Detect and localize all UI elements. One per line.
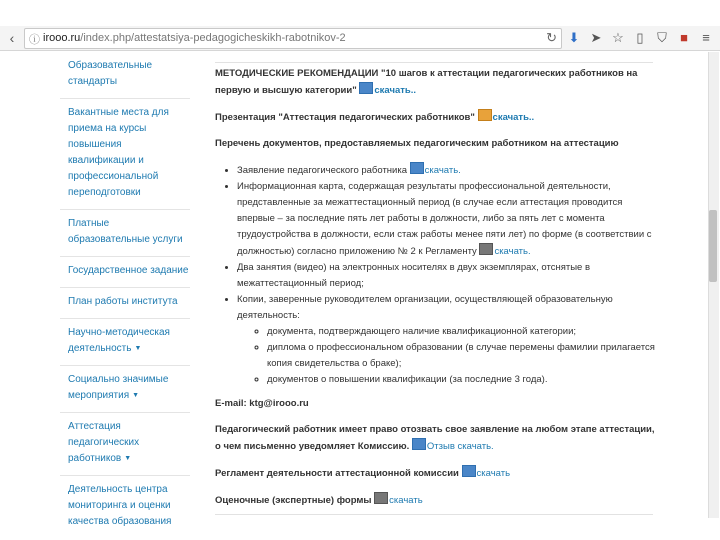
regulations-paragraph: [215, 465, 655, 482]
download-file-icon[interactable]: [410, 162, 424, 174]
li2-text: Информационная карта, содержащая результаты профессиональной деятельности, представленные за межаттестационный период (в случае если аттестация проводится впервые – за последние пять лет работы в должности, либо за пять лет с момента трудоустройства в должности, если стаж работы менее пяти лет) по форме (в соответствии с должностью) согласно приложению № 2 к Регламенту: [237, 181, 652, 257]
p7-text: Оценочные (экспертные) формы: [215, 495, 372, 506]
send-icon[interactable]: ➤: [590, 30, 602, 45]
sidebar-item-monitoring-center[interactable]: [60, 476, 190, 538]
sidebar-item-label: Научно-методическая деятельность: [68, 327, 170, 354]
back-button[interactable]: ‹: [9, 30, 15, 46]
scrollbar-thumb[interactable]: [709, 210, 717, 282]
url-text[interactable]: irooo.ru/index.php/attestatsiya-pedagogicheskikh-rabotnikov-2: [43, 32, 346, 44]
list-item: ◦ документов о повышении квалификации (за последние 3 года).: [267, 372, 655, 388]
menu-icon[interactable]: ≡: [702, 30, 710, 45]
download-file-icon[interactable]: [412, 438, 426, 450]
bookmark-star-icon[interactable]: ☆: [612, 30, 624, 45]
download-file-icon[interactable]: [462, 465, 476, 477]
scrollbar-track[interactable]: [708, 52, 719, 518]
presentation-paragraph: [215, 109, 655, 126]
presentation-file-icon[interactable]: [478, 109, 492, 121]
download-link-withdrawal[interactable]: Отзыв скачать.: [426, 441, 494, 452]
reload-icon[interactable]: ↻: [546, 30, 557, 45]
p2-text: Презентация "Аттестация педагогических работников": [215, 112, 475, 123]
sidebar-item-vacancies[interactable]: [60, 99, 190, 210]
li3-text: Два занятия (видео) на электронных носителях в двух экземплярах, отснятые в межаттестационный период;: [237, 262, 591, 289]
p5-text: Педагогический работник имеет право отозвать свое заявление на любом этапе аттестации, о чем письменно уведомляет Комиссию.: [215, 424, 655, 452]
list-item: [237, 292, 655, 388]
download-icon[interactable]: ⬇: [568, 30, 580, 45]
list-item: [237, 162, 655, 179]
download-file-icon[interactable]: [479, 243, 493, 255]
li1-text: Заявление педагогического работника: [237, 165, 407, 176]
sidebar-item-research[interactable]: [60, 319, 190, 366]
documents-list: [215, 162, 655, 388]
main-content: [215, 66, 655, 519]
list-item: ◦ документа, подтверждающего наличие квалификационной категории;: [267, 324, 655, 340]
sidebar-item-label: План работы института: [68, 296, 178, 307]
withdraw-paragraph: [215, 422, 655, 455]
sidebar-item-social-events[interactable]: [60, 366, 190, 413]
sidebar-item-standards[interactable]: [60, 52, 190, 99]
sidebar-item-label: Платные образовательные услуги: [68, 218, 183, 245]
caret-down-icon: ▼: [132, 392, 140, 399]
documents-heading: Перечень документов, предоставляемых педагогическим работником на аттестацию: [215, 138, 619, 149]
sidebar-item-label: Вакантные места для приема на курсы повышения квалификации и профессиональной переподготовки: [68, 107, 169, 198]
sidebar: [60, 52, 190, 538]
pocket-icon[interactable]: ⛉: [657, 30, 667, 45]
download-file-icon[interactable]: [374, 492, 388, 504]
caret-down-icon: ▼: [134, 345, 142, 352]
list-item: [237, 179, 655, 260]
clipboard-icon[interactable]: ▯: [636, 30, 644, 45]
methodical-recommendations: [215, 66, 655, 99]
download-link-evaluation-forms[interactable]: скачать: [389, 495, 423, 506]
li4-text: Копии, заверенные руководителем организации, осуществляющей образовательную деятельность:: [237, 294, 613, 321]
sidebar-item-label: Образовательные стандарты: [68, 60, 153, 87]
list-item: [237, 260, 655, 292]
download-file-icon[interactable]: [359, 82, 373, 94]
download-link-regulations[interactable]: скачать: [476, 468, 511, 479]
download-link-recommendations[interactable]: скачать..: [374, 85, 417, 96]
sidebar-item-label: Государственное задание: [68, 265, 189, 276]
download-link-presentation[interactable]: скачать..: [492, 112, 535, 123]
download-link-application[interactable]: скачать.: [424, 165, 461, 176]
sidebar-item-work-plan[interactable]: [60, 288, 190, 319]
email-contact[interactable]: E-mail: ktg@irooo.ru: [215, 398, 309, 409]
list-item: ◦ диплома о профессиональном образовании (в случае перемены фамилии прилагается копия свидетельства о браке);: [267, 340, 655, 372]
browser-toolbar: [0, 26, 720, 51]
copies-sublist: [237, 324, 655, 388]
evaluation-forms-paragraph: [215, 492, 655, 509]
sidebar-item-paid-services[interactable]: [60, 210, 190, 257]
info-icon[interactable]: ⓘ: [29, 34, 40, 46]
sidebar-item-label: Социально значимые мероприятия: [68, 374, 169, 401]
caret-down-icon: ▼: [124, 455, 132, 462]
sidebar-item-label: Аттестация педагогических работников: [68, 421, 140, 464]
p1-text: МЕТОДИЧЕСКИЕ РЕКОМЕНДАЦИИ "10 шагов к аттестации педагогических работников на первую и высшую категории": [215, 68, 638, 96]
sidebar-item-attestation[interactable]: [60, 413, 190, 476]
p6-text: Регламент деятельности аттестационной комиссии: [215, 468, 459, 479]
sidebar-item-label: Деятельность центра мониторинга и оценки качества образования: [68, 484, 172, 527]
extension-icon[interactable]: ■: [680, 30, 688, 45]
sidebar-item-state-task[interactable]: [60, 257, 190, 288]
content-top-divider: [215, 62, 653, 63]
address-bar[interactable]: [24, 28, 562, 49]
download-link-info-card[interactable]: скачать.: [494, 246, 531, 257]
